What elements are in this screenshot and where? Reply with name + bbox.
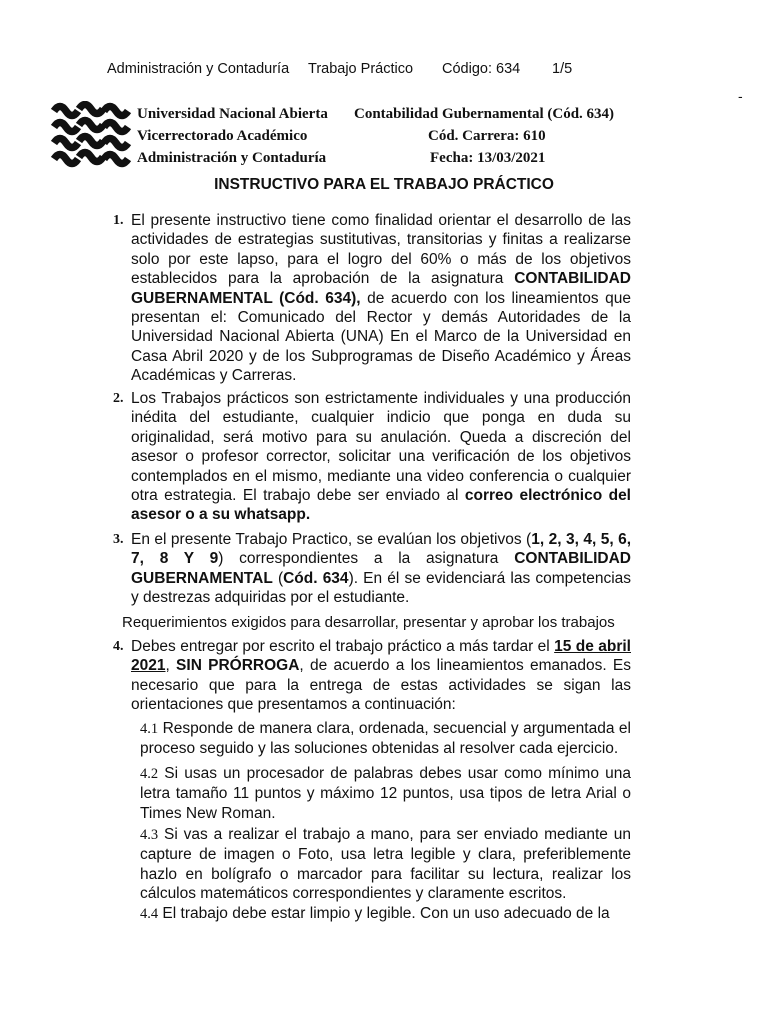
institution-right: Fecha: 13/03/2021 [430, 150, 546, 166]
item-number: 1. [113, 213, 124, 228]
item-bold-text: CONTABILIDAD GUBERNAMENTAL [131, 550, 631, 587]
una-logo-icon [50, 101, 132, 169]
institution-left: Administración y Contaduría [137, 150, 327, 166]
institution-right: Cód. Carrera: 610 [428, 128, 546, 144]
item-text: , [165, 657, 177, 675]
item-body [131, 637, 631, 715]
item-bold-text: SIN PRÓRROGA [176, 657, 300, 675]
item-bold-text: 1, 2, 3, 4, 5, 6, 7, 8 Y 9 [131, 531, 632, 568]
sub-item-text: El trabajo debe estar limpio y legible. Con un uso adecuado de la [158, 905, 610, 922]
list-item [113, 637, 631, 715]
item-number: 3. [113, 532, 124, 547]
item-bold-text: Cód. 634 [283, 569, 349, 587]
item-text: Debes entregar por escrito el trabajo práctico a más tardar el [131, 638, 555, 655]
sub-item-number: 4.4 [140, 906, 159, 922]
item-body [131, 389, 631, 525]
sub-item-text: Si usas un procesador de palabras debes usar como mínimo una letra tamaño 11 puntos y máximo 12 puntos, usa tipos de letra Arial o Times New Roman. [140, 765, 631, 822]
deadline-date: 15 de abril 2021 [131, 638, 631, 675]
sub-item [140, 764, 631, 823]
item-text: ( [272, 569, 284, 587]
item-text: de acuerdo con los lineamientos que presentan el: Comunicado del Rector y demás Autoridades de la Universidad Nacional Abierta (UNA) En el Marco de la Universidad en Casa Abril 2020 y de los Subprogramas de Diseño Académico y Áreas Académicas y Carreras. [131, 289, 632, 385]
stray-mark: - [738, 88, 743, 104]
document-title: INSTRUCTIVO PARA EL TRABAJO PRÁCTICO [214, 176, 554, 193]
header-career: Administración y Contaduría [107, 61, 290, 77]
header-page-number: 1/5 [552, 61, 573, 77]
sub-item-number: 4.1 [140, 721, 159, 737]
sub-item-text: Si vas a realizar el trabajo a mano, para ser enviado mediante un capture de imagen o Foto, usa letra legible y clara, preferiblemente hazlo en bolígrafo o marcador para facilitar su lectura, realizar los cálculos matemáticos correspondientes y claramente escritos. [140, 826, 631, 903]
sub-item-number: 4.2 [140, 766, 159, 782]
item-body [131, 211, 631, 386]
sub-item [140, 825, 631, 904]
requirements-heading: Requerimientos exigidos para desarrollar, presentar y aprobar los trabajos [122, 614, 615, 631]
item-bold-text: correo electrónico del asesor o a su whatsapp. [131, 487, 631, 524]
sub-item-number: 4.3 [140, 827, 159, 843]
item-text: En el presente Trabajo Practico, se evalúan los objetivos ( [131, 531, 532, 548]
sub-item [140, 719, 631, 759]
sub-item-text: Responde de manera clara, ordenada, secuencial y argumentada el proceso seguido y las soluciones obtenidas al resolver cada ejercicio. [140, 720, 631, 758]
item-text: ) correspondientes a la asignatura [218, 550, 515, 568]
item-body [131, 530, 631, 608]
institution-left: Universidad Nacional Abierta [137, 106, 328, 122]
item-text: Los Trabajos prácticos son estrictamente individuales y una producción inédita del estudiante, cualquier indicio que ponga en duda su originalidad, será motivo para su anulación. Queda a discreción del asesor o profesor corrector, solicitar una verificación de los objetivos contemplados en el mismo, mediante una video conferencia o cualquier otra estrategia. El trabajo debe ser enviado al [131, 390, 631, 505]
item-bold-text: CONTABILIDAD GUBERNAMENTAL (Cód. 634), [131, 270, 631, 307]
institution-left: Vicerrectorado Académico [137, 128, 308, 144]
list-item [113, 389, 631, 525]
institution-right: Contabilidad Gubernamental (Cód. 634) [354, 106, 615, 122]
header-doc-type: Trabajo Práctico [308, 61, 414, 77]
item-number: 2. [113, 391, 124, 406]
item-number: 4. [113, 639, 124, 654]
list-item [113, 530, 631, 608]
item-text: El presente instructivo tiene como finalidad orientar el desarrollo de las actividades de estrategias sustitutivas, transitorias y finitas a realizarse solo por este lapso, para el logro del 60% o más de los objetivos establecidos para la aprobación de la asignatura [131, 212, 631, 288]
item-text: , de acuerdo a los lineamientos emanados. Es necesario que para la entrega de estas actividades se sigan las orientaciones que presentamos a continuación: [131, 657, 631, 714]
header-code: Código: 634 [442, 61, 521, 77]
list-item [113, 211, 631, 386]
item-text: ). En él se evidenciará las competencias y destrezas adquiridas por el estudiante. [131, 569, 632, 607]
sub-item [140, 904, 631, 924]
